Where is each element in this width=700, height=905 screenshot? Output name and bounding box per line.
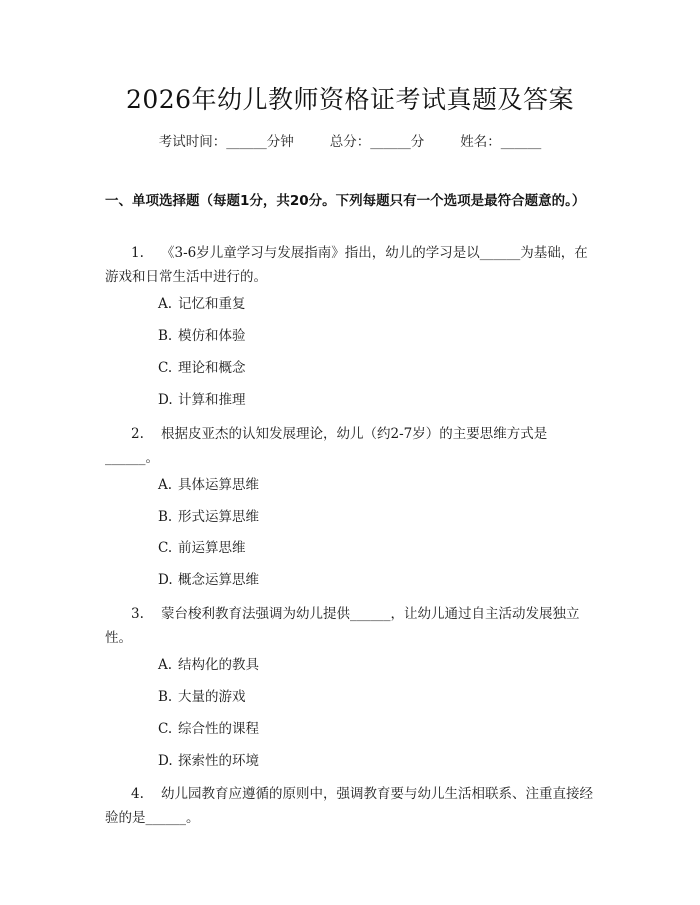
option-d	[158, 570, 259, 590]
option-letter: B.	[158, 689, 173, 705]
option-c	[158, 538, 246, 558]
option-c	[158, 358, 246, 378]
option-b	[158, 687, 246, 707]
option-a	[158, 294, 246, 314]
name-field: 姓名：______	[460, 134, 542, 150]
page-title: 2026年幼儿教师资格证考试真题及答案	[125, 85, 575, 114]
option-letter: D.	[158, 572, 173, 588]
total-score-field: 总分：______分	[329, 134, 425, 150]
option-text: 探索性的环境	[178, 753, 259, 769]
option-text: 结构化的教具	[178, 657, 259, 673]
question-4	[105, 782, 601, 830]
option-letter: B.	[158, 509, 173, 525]
question-2	[105, 422, 601, 470]
option-text: 记忆和重复	[178, 296, 246, 312]
question-text: 《3-6岁儿童学习与发展指南》指出，幼儿的学习是以______为基础，在游戏和日常生活中进行的。	[105, 245, 588, 285]
option-letter: C.	[158, 721, 173, 737]
exam-time-field: 考试时间：______分钟	[158, 134, 294, 150]
option-c	[158, 719, 259, 739]
question-text: 根据皮亚杰的认知发展理论，幼儿（约2-7岁）的主要思维方式是______。	[105, 426, 548, 466]
section-heading: 一、单项选择题（每题1分，共20分。下列每题只有一个选项是最符合题意的。）	[105, 193, 586, 209]
option-letter: B.	[158, 328, 173, 344]
option-text: 理论和概念	[178, 360, 246, 376]
option-letter: D.	[158, 392, 173, 408]
question-number: 1.	[131, 245, 144, 261]
question-number: 4.	[131, 786, 144, 802]
option-d	[158, 390, 246, 410]
option-a	[158, 655, 259, 675]
question-1	[105, 241, 601, 289]
question-text: 蒙台梭利教育法强调为幼儿提供______，让幼儿通过自主活动发展独立性。	[105, 606, 580, 646]
question-number: 3.	[131, 606, 144, 622]
option-text: 大量的游戏	[178, 689, 246, 705]
exam-meta	[0, 132, 700, 152]
option-text: 前运算思维	[178, 540, 246, 556]
option-letter: A.	[158, 296, 173, 312]
option-text: 计算和推理	[178, 392, 246, 408]
option-a	[158, 475, 259, 495]
question-number: 2.	[131, 426, 144, 442]
option-letter: C.	[158, 540, 173, 556]
option-text: 形式运算思维	[178, 509, 259, 525]
question-text: 幼儿园教育应遵循的原则中，强调教育要与幼儿生活相联系、注重直接经验的是______。	[105, 786, 593, 826]
option-letter: D.	[158, 753, 173, 769]
option-text: 综合性的课程	[178, 721, 259, 737]
option-text: 概念运算思维	[178, 572, 259, 588]
option-letter: C.	[158, 360, 173, 376]
option-d	[158, 751, 259, 771]
option-text: 具体运算思维	[178, 477, 259, 493]
question-3	[105, 602, 601, 650]
option-text: 模仿和体验	[178, 328, 246, 344]
option-b	[158, 507, 259, 527]
option-b	[158, 326, 246, 346]
option-letter: A.	[158, 477, 173, 493]
option-letter: A.	[158, 657, 173, 673]
